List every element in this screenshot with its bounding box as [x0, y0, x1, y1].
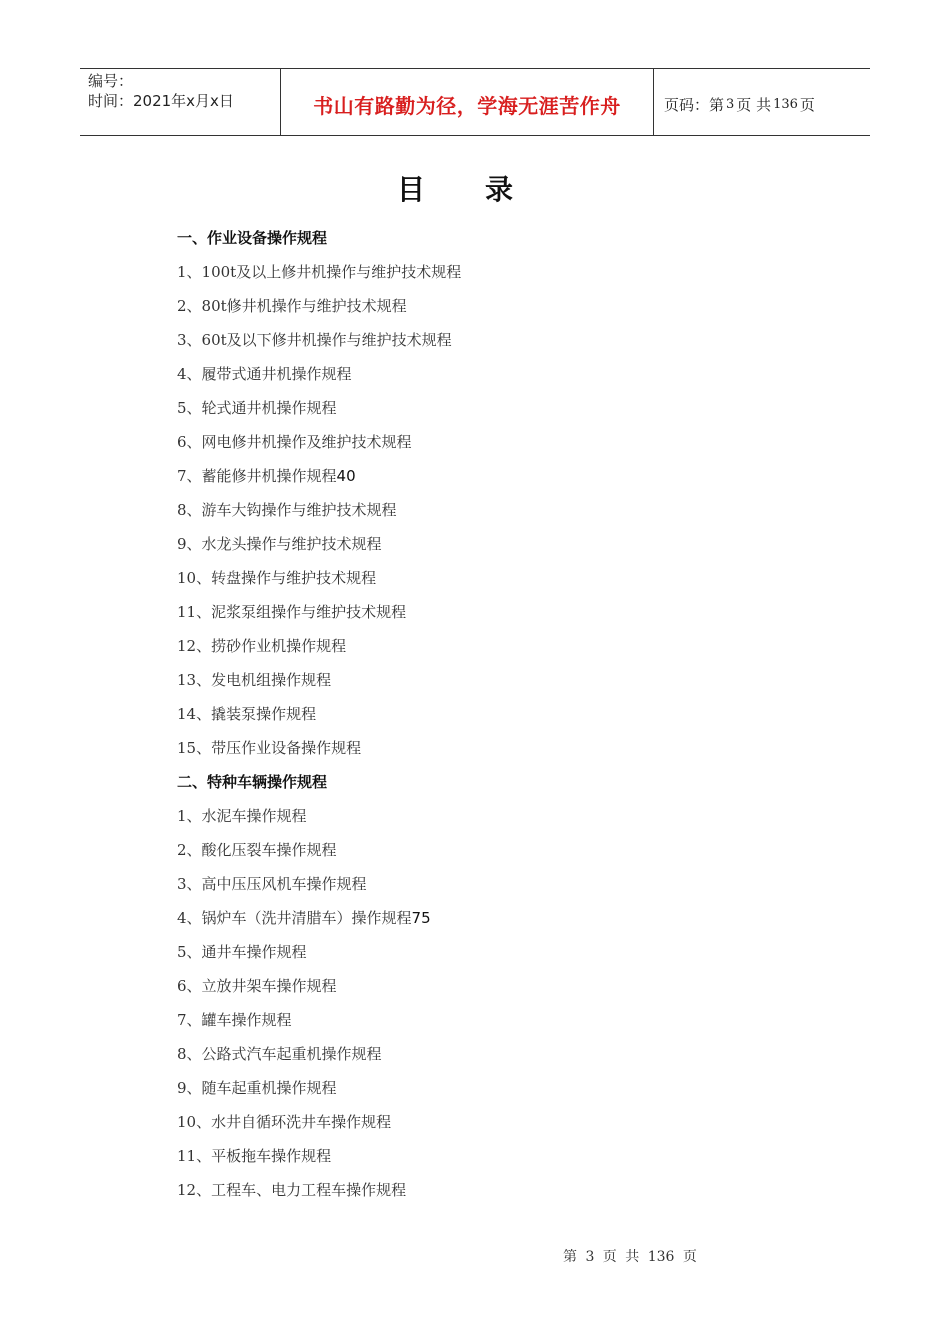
toc-entry-text: 12、捞砂作业机操作规程: [177, 637, 347, 655]
toc-entry-text: 1、100t及以上修井机操作与维护技术规程: [177, 263, 462, 281]
toc-entry[interactable]: [177, 1009, 827, 1043]
toc-entry[interactable]: [177, 533, 827, 567]
header-motto: 书山有路勤为径，学海无涯苦作舟: [281, 69, 654, 135]
toc-entry-text: 一、作业设备操作规程: [177, 229, 328, 247]
toc-entry-text: 3、高中压压风机车操作规程: [177, 875, 367, 893]
toc-entry-page-number: 75: [411, 909, 431, 927]
toc-entry-text: 9、随车起重机操作规程: [177, 1079, 337, 1097]
toc-entry[interactable]: [177, 873, 827, 907]
toc-entry-text: 13、发电机组操作规程: [177, 671, 332, 689]
toc-entry-text: 8、游车大钩操作与维护技术规程: [177, 501, 397, 519]
toc-entry-text: 3、60t及以下修井机操作与维护技术规程: [177, 331, 452, 349]
toc-entry[interactable]: [177, 635, 827, 669]
toc-entry[interactable]: [177, 363, 827, 397]
page-info-total: 136: [773, 96, 798, 112]
toc-entry[interactable]: [177, 805, 827, 839]
page-header: [80, 68, 870, 136]
toc-entry-text: 11、泥浆泵组操作与维护技术规程: [177, 603, 407, 621]
toc-entry[interactable]: [177, 839, 827, 873]
toc-entry[interactable]: [177, 601, 827, 635]
toc-entry[interactable]: [177, 295, 827, 329]
header-meta: [80, 69, 281, 135]
toc-entry[interactable]: [177, 261, 827, 295]
toc-entry-text: 7、蓄能修井机操作规程: [177, 467, 337, 485]
toc-entry-text: 14、撬装泵操作规程: [177, 705, 317, 723]
toc-entry-text: 9、水龙头操作与维护技术规程: [177, 535, 382, 553]
toc-entry-text: 5、通井车操作规程: [177, 943, 307, 961]
toc-section-heading[interactable]: [177, 227, 827, 261]
toc-entry[interactable]: [177, 907, 827, 941]
toc-entry-text: 15、带压作业设备操作规程: [177, 739, 362, 757]
page-info-current: 3: [726, 96, 735, 112]
page-info-suffix: 页: [799, 95, 815, 114]
toc-entry[interactable]: [177, 669, 827, 703]
toc-entry-text: 1、水泥车操作规程: [177, 807, 307, 825]
document-number-label: 编号：: [88, 72, 134, 90]
page-info-prefix: 页码：第: [664, 95, 725, 114]
toc-entry-text: 6、立放井架车操作规程: [177, 977, 337, 995]
page-info-mid: 页 共: [736, 95, 772, 114]
toc-entry[interactable]: [177, 1179, 827, 1213]
toc-entry[interactable]: [177, 329, 827, 363]
toc-entry[interactable]: [177, 397, 827, 431]
toc-entry[interactable]: [177, 1145, 827, 1179]
toc-entry-text: 6、网电修井机操作及维护技术规程: [177, 433, 412, 451]
toc-entry-text: 12、工程车、电力工程车操作规程: [177, 1181, 407, 1199]
page-title: 目录: [396, 173, 573, 206]
toc-entry[interactable]: [177, 567, 827, 601]
toc-entry[interactable]: [177, 1043, 827, 1077]
toc-entry-text: 4、锅炉车（洗井清腊车）操作规程: [177, 909, 412, 927]
toc-entry-text: 10、水井自循环洗井车操作规程: [177, 1113, 392, 1131]
toc-entry[interactable]: [177, 1111, 827, 1145]
toc-entry-text: 2、酸化压裂车操作规程: [177, 841, 337, 859]
toc-entry[interactable]: [177, 499, 827, 533]
toc-entry-text: 8、公路式汽车起重机操作规程: [177, 1045, 382, 1063]
toc-entry-text: 11、平板拖车操作规程: [177, 1147, 332, 1165]
toc-entry-text: 10、转盘操作与维护技术规程: [177, 569, 377, 587]
toc-entry[interactable]: [177, 975, 827, 1009]
toc-section-heading[interactable]: [177, 771, 827, 805]
toc-entry[interactable]: [177, 941, 827, 975]
toc-entry-text: 2、80t修井机操作与维护技术规程: [177, 297, 407, 315]
toc-entry-text: 7、罐车操作规程: [177, 1011, 292, 1029]
toc-entry-text: 二、特种车辆操作规程: [177, 773, 328, 791]
page-footer: 第 3 页 共 136 页: [563, 1249, 697, 1265]
toc-entry[interactable]: [177, 1077, 827, 1111]
table-of-contents: [177, 227, 827, 1213]
toc-entry[interactable]: [177, 431, 827, 465]
toc-entry-text: 5、轮式通井机操作规程: [177, 399, 337, 417]
toc-entry[interactable]: [177, 703, 827, 737]
toc-entry-text: 4、履带式通井机操作规程: [177, 365, 352, 383]
header-page-info: [654, 69, 870, 135]
toc-entry[interactable]: [177, 465, 827, 499]
toc-entry[interactable]: [177, 737, 827, 771]
toc-entry-page-number: 40: [336, 467, 356, 485]
document-time-label: 时间：2021年x月x日: [88, 92, 234, 110]
